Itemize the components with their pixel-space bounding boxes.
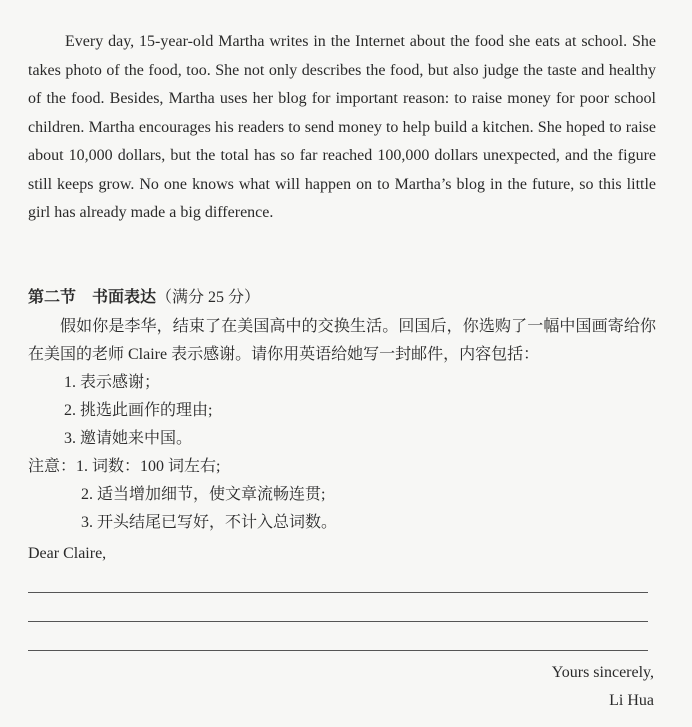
section-title: 第二节 书面表达 (28, 289, 157, 306)
task-item: 3. 邀请她来中国。 (64, 430, 193, 447)
section-score: （满分 25 分） (156, 289, 261, 306)
note-label: 注意： (28, 458, 77, 475)
task-item: 1. 表示感谢； (64, 374, 161, 391)
answer-line[interactable] (28, 621, 648, 622)
note-item: 3. 开头结尾已写好，不计入总词数。 (81, 514, 338, 531)
writing-task (28, 313, 656, 537)
task-item: 2. 挑选此画作的理由; (64, 402, 213, 419)
closing-phrase: Yours sincerely, (551, 664, 654, 681)
note-row (28, 453, 656, 481)
note-item: 1. 词数：100 词左右; (76, 458, 221, 475)
section-heading (28, 284, 260, 307)
signature: Li Hua (609, 692, 654, 709)
note-item: 2. 适当增加细节，使文章流畅连贯; (81, 486, 326, 503)
answer-line[interactable] (28, 650, 648, 651)
letter-greeting: Dear Claire, (28, 545, 107, 562)
answer-line[interactable] (28, 592, 648, 593)
passage-paragraph: Every day, 15-year-old Martha writes in the Internet about the food she eats at school. She takes photo of the food, too. She not only describes the food, but also judge the taste and healthy of the food. Besides, Martha uses her blog for important reason: to raise money for poor school children. Martha encourages his readers to send money to help build a kitchen. She hoped to raise about 10,000 dollars, but the total has so far reached 100,000 dollars unexpected, and the figure still keeps grow. No one knows what will happen on to Martha’s blog in the future, so this little girl has already made a big difference. (28, 33, 656, 221)
task-intro: 假如你是李华，结束了在美国高中的交换生活。回国后，你选购了一幅中国画寄给你在美国的老师 Claire 表示感谢。请你用英语给她写一封邮件，内容包括： (28, 318, 656, 363)
letter-closing (552, 659, 654, 715)
reading-passage (28, 28, 656, 228)
